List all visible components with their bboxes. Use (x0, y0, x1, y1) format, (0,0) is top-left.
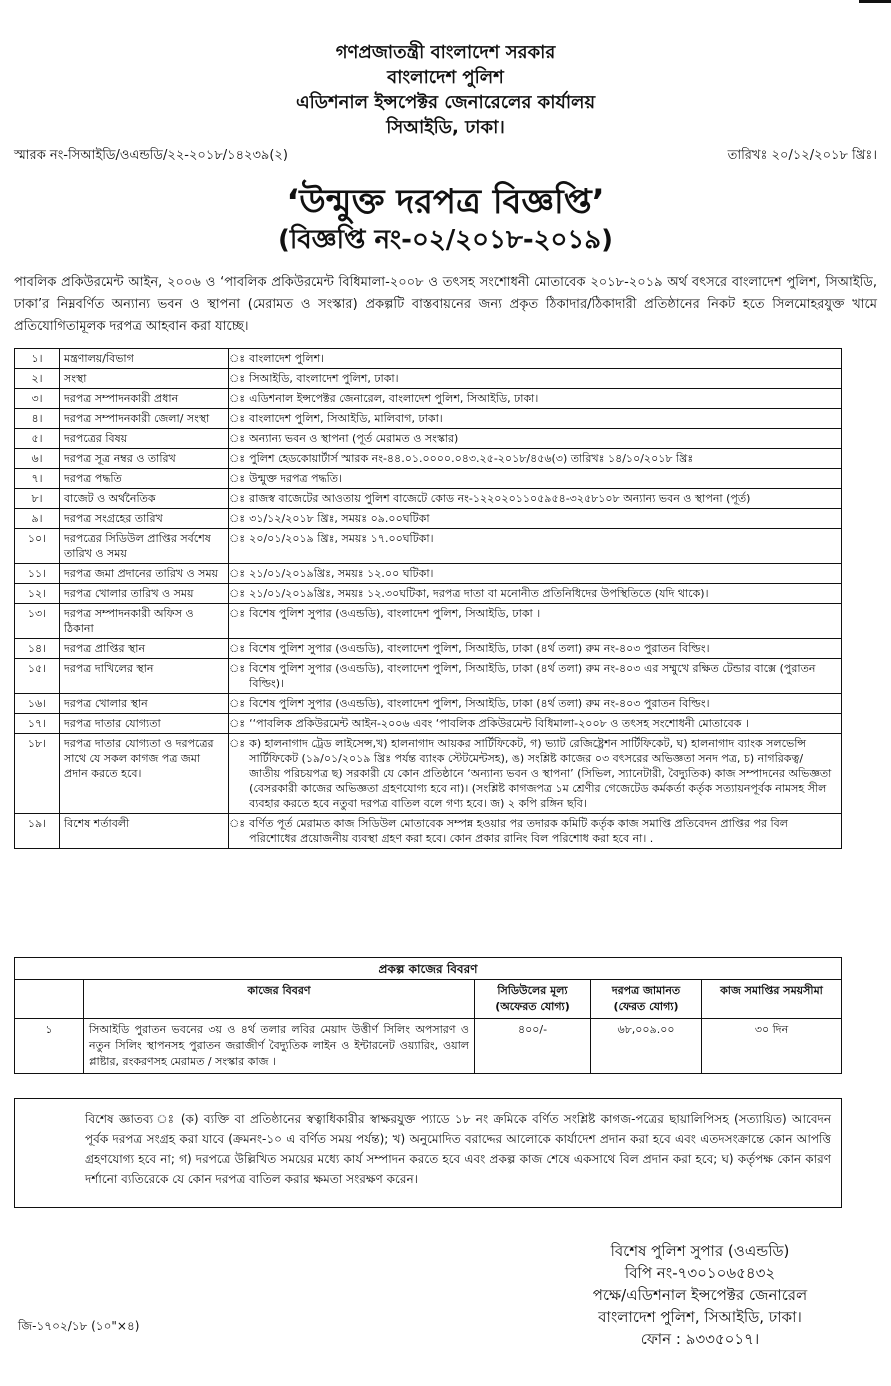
spec-row (15, 564, 842, 584)
works-row-schedule-price: ৪০০/- (475, 1019, 591, 1074)
spec-row-colon: ঃ (229, 639, 246, 659)
department-name: বাংলাদেশ পুলিশ (387, 67, 504, 88)
spec-row-value: ২০/০১/২০১৯ খ্রিঃ, সময়ঃ ১৭.০০ঘটিকা। (245, 529, 841, 564)
spec-row (15, 714, 842, 734)
spec-row-colon: ঃ (229, 584, 246, 604)
spec-row-colon: ঃ (229, 714, 246, 734)
govt-name: গণপ্রজাতন্ত্রী বাংলাদেশ সরকার (335, 42, 556, 63)
notice-title: ‘উন্মুক্ত দরপত্র বিজ্ঞপ্তি’ (286, 182, 605, 222)
spec-row-value: বিশেষ পুলিশ সুপার (ওএন্ডডি), বাংলাদেশ পুলিশ, সিআইডি, ঢাকা (৪র্থ তলা) রুম নং-৪০৩ পুরাতন বিল্ডিং। (245, 639, 841, 659)
spec-row-colon: ঃ (229, 509, 246, 529)
spec-row-label: দরপত্রের সিডিউল প্রাপ্তির সর্বশেষ তারিখ ও সময় (60, 529, 229, 564)
spec-row-label: দরপত্র দাতার যোগ্যতা ও দরপত্রের সাথে যে সকল কাগজ পত্র জমা প্রদান করতে হবে। (60, 734, 229, 814)
spec-row-number: ১৯। (15, 814, 60, 849)
works-header-schedule-price (475, 980, 591, 1019)
office-location: সিআইডি, ঢাকা। (386, 117, 505, 138)
spec-row-value: ক) হালনাগাদ ট্রেড লাইসেন্স,খ) হালনাগাদ আয়কর সার্টিফিকেট, গ) ভ্যাট রেজিষ্ট্রেশন সার্টিফিকেট, ঘ) হালনাগাদ ব্যাংক সলভেন্সি সার্টিফিকেট (১৯/০১/২০১৯ খ্রিঃ পর্যন্ত ব্যাংক স্টেটমেন্টসহ), ঙ) সংশ্লিষ্ট কাজের ০৩ বৎসরের অভিজ্ঞতা সনদ পত্র, চ) নাগরিকত্ব/ জাতীয় পরিচয়পত্র ছ) সরকারী যে কোন প্রতিষ্ঠানে ‘অন্যান্য ভবন ও স্থাপনা’ (সিভিল, স্যানেটারী, বৈদ্যুতিক) কাজ সম্পাদনের অভিজ্ঞতা (বেসরকারী কাজের অভিজ্ঞতা গ্রহণযোগ্য হবে না)। (সংশ্লিষ্ট কাগজপত্র ১ম শ্রেণীর গেজেটেড কর্মকর্তা কর্তৃক সত্যায়নপূর্বক নামসহ সীল ব্যবহার করতে হবে নতুবা দরপত্র বাতিল বলে গণ্য হবে। জ) ২ কপি রঙ্গিন ছবি। (245, 734, 841, 814)
spec-row-label: দরপত্র সম্পাদনকারী জেলা/ সংস্থা (60, 409, 229, 429)
spec-row-number: ১৫। (15, 659, 60, 694)
works-header-description: কাজের বিবরণ (84, 980, 475, 1019)
spec-row-number: ১৮। (15, 734, 60, 814)
spec-row-value: পুলিশ হেডকোয়ার্টার্স স্মারক নং-৪৪.০১.০০০০.০৪৩.২৫-২০১৮/৪৫৬(৩) তারিখঃ ১৪/১০/২০১৮ খ্রিঃ (245, 449, 841, 469)
spec-row-number: ৪। (15, 409, 60, 429)
spec-row-number: ১২। (15, 584, 60, 604)
spec-row-label: বিশেষ শর্তাবলী (60, 814, 229, 849)
spec-row-label: দরপত্র পদ্ধতি (60, 469, 229, 489)
spec-row (15, 349, 842, 369)
spec-row-colon: ঃ (229, 814, 246, 849)
spec-row (15, 489, 842, 509)
spec-row (15, 409, 842, 429)
notice-number: (বিজ্ঞপ্তি নং-০২/২০১৮-২০১৯) (277, 225, 614, 255)
spec-row-colon: ঃ (229, 564, 246, 584)
works-row (15, 1019, 842, 1074)
spec-row-colon: ঃ (229, 734, 246, 814)
spec-row (15, 659, 842, 694)
spec-row-number: ১৭। (15, 714, 60, 734)
spec-row-label: দরপত্রের বিষয় (60, 429, 229, 449)
spec-row-value: বিশেষ পুলিশ সুপার (ওএন্ডডি), বাংলাদেশ পুলিশ, সিআইডি, ঢাকা (৪র্থ তলা) রুম নং-৪০৩ এর সম্মুখে রক্ষিত টেন্ডার বাক্সে (পুরাতন বিল্ডিং)। (245, 659, 841, 694)
works-table (14, 979, 842, 1074)
spec-row-value: ৩১/১২/২০১৮ খ্রিঃ, সময়ঃ ০৯.০০ঘটিকা (245, 509, 841, 529)
works-row-description: সিআইডি পুরাতন ভবনের ৩য় ও ৪র্থ তলার লবির মেয়াদ উত্তীর্ণ সিলিং অপসারণ ও নতুন সিলিং স্থাপনসহ পুরাতন জরাজীর্ণ বৈদ্যুতিক লাইন ও ইন্টারনেট ওয়্যারিং, ওয়াল প্লাষ্টার, রংকরণসহ মেরামত / সংস্কার কাজ । (84, 1019, 475, 1074)
spec-row-colon: ঃ (229, 349, 246, 369)
spec-row-colon: ঃ (229, 389, 246, 409)
spec-row-number: ১৪। (15, 639, 60, 659)
works-row-security: ৬৮,০০৯.০০ (591, 1019, 702, 1074)
spec-row-label: দরপত্র খোলার স্থান (60, 694, 229, 714)
spec-row-label: মন্ত্রণালয়/বিভাগ (60, 349, 229, 369)
spec-row-label: দরপত্র সম্পাদনকারী অফিস ও ঠিকানা (60, 604, 229, 639)
letterhead (0, 40, 891, 140)
works-row-duration: ৩০ দিন (702, 1019, 842, 1074)
works-row-number: ১ (15, 1019, 84, 1074)
spec-row-label: বাজেট ও অর্থনৈতিক (60, 489, 229, 509)
spec-row (15, 429, 842, 449)
spec-row-label: দরপত্র দাখিলের স্থান (60, 659, 229, 694)
print-code: জি-১৭০২/১৮ (১০"×৪) (18, 1319, 140, 1333)
spec-row-number: ৫। (15, 429, 60, 449)
spec-row (15, 509, 842, 529)
memo-row (14, 146, 877, 166)
spec-row-label: দরপত্র খোলার তারিখ ও সময় (60, 584, 229, 604)
spec-row-number: ১৬। (15, 694, 60, 714)
spec-row-label: দরপত্র দাতার যোগ্যতা (60, 714, 229, 734)
signatory-bp-number: বিপি নং-৭৩০১০৬৫৪৩২ (624, 1264, 776, 1282)
schedule-price-label: সিডিউলের মূল্য (497, 984, 568, 997)
spec-row-value: অন্যান্য ভবন ও স্থাপনা (পূর্ত মেরামত ও সংস্কার) (245, 429, 841, 449)
spec-row-label: দরপত্র জমা প্রদানের তারিখ ও সময় (60, 564, 229, 584)
spec-row (15, 529, 842, 564)
works-header-duration: কাজ সমাপ্তির সময়সীমা (702, 980, 842, 1019)
spec-row (15, 694, 842, 714)
memo-number: স্মারক নং-সিআইডি/ওএন্ডডি/২২-২০১৮/১৪২৩৯(২) (14, 148, 288, 163)
spec-row-value: ২১/০১/২০১৯খ্রিঃ, সময়ঃ ১২.০০ ঘটিকা। (245, 564, 841, 584)
spec-row-colon: ঃ (229, 659, 246, 694)
spec-row-colon: ঃ (229, 409, 246, 429)
spec-row-value: বিশেষ পুলিশ সুপার (ওএন্ডডি), বাংলাদেশ পুলিশ, সিআইডি, ঢাকা (৪র্থ তলা) রুম নং-৪০৩ পুরাতন বিল্ডিং। (245, 694, 841, 714)
spec-row-value: ‘‘পাবলিক প্রকিউরমেন্ট আইন-২০০৬ এবং ‘পাবলিক প্রকিউরমেন্ট বিধিমালা-২০০৮ ও তৎসহ সংশোধনী মোতাবেক । (245, 714, 841, 734)
spec-row-number: ৬। (15, 449, 60, 469)
spec-row-value: উন্মুক্ত দরপত্র পদ্ধতি। (245, 469, 841, 489)
special-note-text: বিশেষ জ্ঞাতব্য ঃ (ক) ব্যক্তি বা প্রতিষ্ঠানের স্বত্বাধিকারীর স্বাক্ষরযুক্ত প্যাডে ১৮ নং ক্রমিকে বর্ণিত সংশ্লিষ্ট কাগজ-পত্রের ছায়ালিপিসহ (সত্যায়িত) আবেদন পূর্বক দরপত্র সংগ্রহ করা যাবে (ক্রমনং-১০ এ বর্ণিত সময় পর্যন্ত); খ) অনুমোদিত বরাদ্দের আলোকে কার্যাদেশ প্রদান করা হবে এবং এতদসংক্রান্তে কোন আপত্তি গ্রহণযোগ্য হবে না; গ) দরপত্রে উল্লিখিত সময়ের মধ্যে কার্য সম্পাদন করতে হবে এবং প্রকল্প কাজ শেষে একসাথে বিল প্রদান করা হবে; ঘ) কর্তৃপক্ষ কোন কারণ দর্শানো ব্যতিরেকে যে কোন দরপত্র বাতিল করার ক্ষমতা সংরক্ষণ করেন। (85, 1112, 831, 1186)
spec-row-number: ২। (15, 369, 60, 389)
works-header-security (591, 980, 702, 1019)
spec-row-colon: ঃ (229, 429, 246, 449)
works-section-title: প্রকল্প কাজের বিবরণ (14, 957, 842, 979)
works-header-row (15, 980, 842, 1019)
spec-row-value: বাংলাদেশ পুলিশ। (245, 349, 841, 369)
office-name: এডিশনাল ইন্সপেক্টর জেনারেলের কার্যালয় (295, 92, 596, 113)
spec-row-number: ৩। (15, 389, 60, 409)
spec-row-colon: ঃ (229, 694, 246, 714)
scan-edge-line (859, 0, 891, 3)
spec-row (15, 389, 842, 409)
spec-row-value: এডিশনাল ইন্সপেক্টর জেনারেল, বাংলাদেশ পুলিশ, সিআইডি, ঢাকা। (245, 389, 841, 409)
spec-row-value: বাংলাদেশ পুলিশ, সিআইডি, মালিবাগ, ঢাকা। (245, 409, 841, 429)
works-header-serial (15, 980, 84, 1019)
signatory-office: বাংলাদেশ পুলিশ, সিআইডি, ঢাকা। (598, 1308, 802, 1326)
spec-row-colon: ঃ (229, 529, 246, 564)
spec-row-value: বিশেষ পুলিশ সুপার (ওএন্ডডি), বাংলাদেশ পুলিশ, সিআইডি, ঢাকা । (245, 604, 841, 639)
spec-row-number: ১। (15, 349, 60, 369)
spec-row-colon: ঃ (229, 369, 246, 389)
intro-paragraph: পাবলিক প্রকিউরমেন্ট আইন, ২০০৬ ও ‘পাবলিক প্রকিউরমেন্ট বিধিমালা-২০০৮ ও তৎসহ সংশোধনী মোতাবেক ২০১৮-২০১৯ অর্থ বৎসরে বাংলাদেশ পুলিশ, সিআইডি, ঢাকা’র নিম্নবর্ণিত অন্যান্য ভবন ও স্থাপনা (মেরামত ও সংস্কার) প্রকল্পটি বাস্তবায়নের জন্য প্রকৃত ঠিকাদার/ঠিকাদারী প্রতিষ্ঠানের নিকট হতে সিলমোহরযুক্ত খামে প্রতিযোগিতামূলক দরপত্র আহবান করা যাচ্ছে। (14, 275, 877, 334)
spec-row-colon: ঃ (229, 469, 246, 489)
signature-block (565, 1240, 835, 1350)
spec-row-value: ২১/০১/২০১৯খ্রিঃ, সময়ঃ ১২.৩০ঘটিকা, দরপত্র দাতা বা মনোনীত প্রতিনিধিদের উপস্থিতিতে (যদি থাকে)। (245, 584, 841, 604)
spec-row-number: ৮। (15, 489, 60, 509)
spec-row-label: দরপত্র সম্পাদনকারী প্রধান (60, 389, 229, 409)
spec-row-number: ১০। (15, 529, 60, 564)
spec-row-colon: ঃ (229, 604, 246, 639)
spec-row-value: বর্ণিত পূর্ত মেরামত কাজ সিডিউল মোতাবেক সম্পন্ন হওয়ার পর তদারক কমিটি কর্তৃক কাজ সমাপ্তি প্রতিবেদন প্রাপ্তির পর বিল পরিশোধের প্রয়োজনীয় ব্যবস্থা গ্রহণ করা হবে। কোন প্রকার রানিং বিল পরিশোধ করা হবে না। . (245, 814, 841, 849)
spec-row (15, 584, 842, 604)
spec-row-colon: ঃ (229, 449, 246, 469)
signatory-on-behalf: পক্ষে/এডিশনাল ইন্সপেক্টর জেনারেল (592, 1286, 808, 1304)
schedule-price-note: (অফেরত যোগ্য) (495, 1000, 570, 1013)
spec-row (15, 369, 842, 389)
spec-row (15, 814, 842, 849)
spec-row (15, 604, 842, 639)
tender-spec-table (14, 348, 842, 849)
security-label: দরপত্র জামানত (611, 984, 681, 997)
signatory-designation: বিশেষ পুলিশ সুপার (ওএন্ডডি) (610, 1242, 790, 1260)
spec-row (15, 449, 842, 469)
spec-row-value: রাজস্ব বাজেটের আওতায় পুলিশ বাজেটে কোড নং-১২২০২০১১০৫৯৫৪-৩২৫৮১০৮ অন্যান্য ভবন ও স্থাপনা (পূর্ত) (245, 489, 841, 509)
spec-row (15, 734, 842, 814)
spec-row (15, 639, 842, 659)
special-note-box (14, 1098, 842, 1208)
memo-date: তারিখঃ ২০/১২/২০১৮ খ্রিঃ। (727, 148, 877, 163)
spec-row-colon: ঃ (229, 489, 246, 509)
security-note: (ফেরত যোগ্য) (613, 1000, 679, 1013)
spec-row-label: দরপত্র প্রাপ্তির স্থান (60, 639, 229, 659)
spec-row-label: দরপত্র সংগ্রহের তারিখ (60, 509, 229, 529)
signatory-phone: ফোন : ৯৩৩৫০১৭। (640, 1330, 760, 1348)
spec-row-number: ১৩। (15, 604, 60, 639)
spec-row-number: ৭। (15, 469, 60, 489)
spec-row-label: দরপত্র সূত্র নম্বর ও তারিখ (60, 449, 229, 469)
spec-row (15, 469, 842, 489)
spec-row-number: ৯। (15, 509, 60, 529)
spec-row-label: সংস্থা (60, 369, 229, 389)
spec-row-value: সিআইডি, বাংলাদেশ পুলিশ, ঢাকা। (245, 369, 841, 389)
spec-row-number: ১১। (15, 564, 60, 584)
